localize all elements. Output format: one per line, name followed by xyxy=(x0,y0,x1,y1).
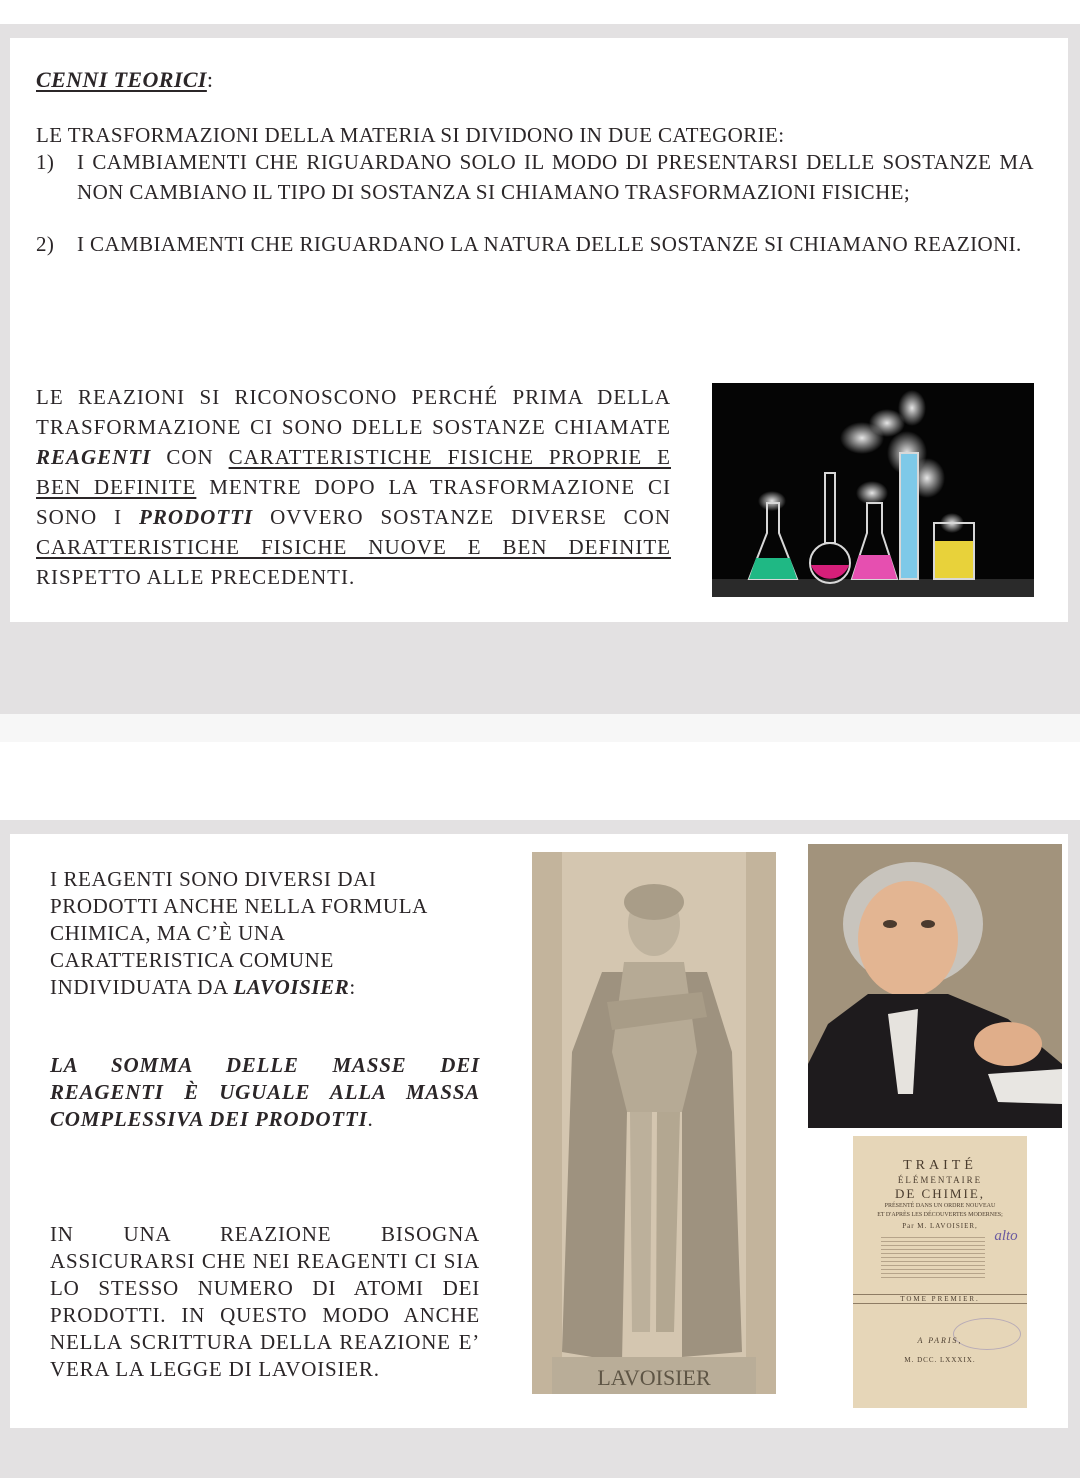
book-city: A PARIS, xyxy=(917,1336,963,1345)
list-item-1 xyxy=(36,147,1034,207)
list-item-2 xyxy=(36,229,1034,259)
atoms-paragraph: IN UNA REAZIONE BISOGNA ASSICURARSI CHE NEI REAGENTI CI SIA LO STESSO NUMERO DI ATOMI DEI PRODOTTI. IN QUESTO MODO ANCHE NELLA SCRITTURA DELLA REAZIONE E’ VERA LA LEGGE DI LAVOISIER. xyxy=(50,1222,480,1381)
lavoisier-portrait xyxy=(808,844,1062,1128)
book-author: Par M. LAVOISIER, xyxy=(902,1222,978,1230)
section-heading: CENNI TEORICI: xyxy=(36,67,214,92)
book-year: M. DCC. LXXXIX. xyxy=(904,1356,976,1364)
book-line-2: ET D'APRÈS LES DÉCOUVERTES MODERNES; xyxy=(877,1212,1003,1218)
book-line-1: PRÉSENTÉ DANS UN ORDRE NOUVEAU xyxy=(884,1203,996,1209)
portrait-illustration xyxy=(808,844,1062,1128)
book-subject: DE CHIMIE, xyxy=(894,1186,986,1201)
glassware-illustration xyxy=(712,383,1034,597)
lavoisier-statue-photo xyxy=(532,852,776,1394)
book-handwriting: alto xyxy=(994,1228,1018,1244)
list-text: I CAMBIAMENTI CHE RIGUARDANO SOLO IL MODO DI PRESENTARSI DELLE SOSTANZE MA NON CAMBIANO IL TIPO DI SOSTANZA SI CHIAMANO TRASFORMAZIONI FISICHE; xyxy=(77,150,1034,204)
statue-illustration xyxy=(532,852,776,1394)
book-title: TRAITÉ xyxy=(903,1158,977,1173)
page-gap xyxy=(0,742,1080,820)
lavoisier-law: LA SOMMA DELLE MASSE DEI REAGENTI È UGUALE ALLA MASSA COMPLESSIVA DEI PRODOTTI. xyxy=(50,1053,480,1131)
statue-plinth-inscription: LAVOISIER xyxy=(597,1365,711,1390)
list-text: I CAMBIAMENTI CHE RIGUARDANO LA NATURA DELLE SOSTANZE SI CHIAMANO REAZIONI. xyxy=(77,232,1022,256)
top-band xyxy=(0,0,1080,24)
book-stamp xyxy=(953,1318,1021,1350)
slide-2 xyxy=(10,834,1068,1428)
reagents-paragraph: I REAGENTI SONO DIVERSI DAI PRODOTTI ANCHE NELLA FORMULA CHIMICA, MA C’È UNA CARATTERISTICA COMUNE INDIVIDUATA DA LAVOISIER: xyxy=(50,867,427,999)
book-dense-text xyxy=(881,1234,985,1278)
lab-glassware-photo xyxy=(712,383,1034,597)
slide-1 xyxy=(10,38,1068,622)
book-tome: TOME PREMIER. xyxy=(853,1294,1027,1304)
traite-title-page xyxy=(853,1136,1027,1408)
list-number: 2) xyxy=(36,232,55,256)
list-number: 1) xyxy=(36,150,55,174)
middle-band xyxy=(0,714,1080,742)
reactions-paragraph: LE REAZIONI SI RICONOSCONO PERCHÉ PRIMA DELLA TRASFORMAZIONE CI SONO DELLE SOSTANZE CHIAMATE REAGENTI CON CARATTERISTICHE FISICHE PROPRIE E BEN DEFINITE MENTRE DOPO LA TRASFORMAZIONE CI SONO I PRODOTTI OVVERO SOSTANZE DIVERSE CON CARATTERISTICHE FISICHE NUOVE E BEN DEFINITE RISPETTO ALLE PRECEDENTI. xyxy=(36,385,672,589)
book-subtitle: ÉLÉMENTAIRE xyxy=(897,1175,983,1185)
intro-line: LE TRASFORMAZIONI DELLA MATERIA SI DIVIDONO IN DUE CATEGORIE: xyxy=(36,123,785,147)
